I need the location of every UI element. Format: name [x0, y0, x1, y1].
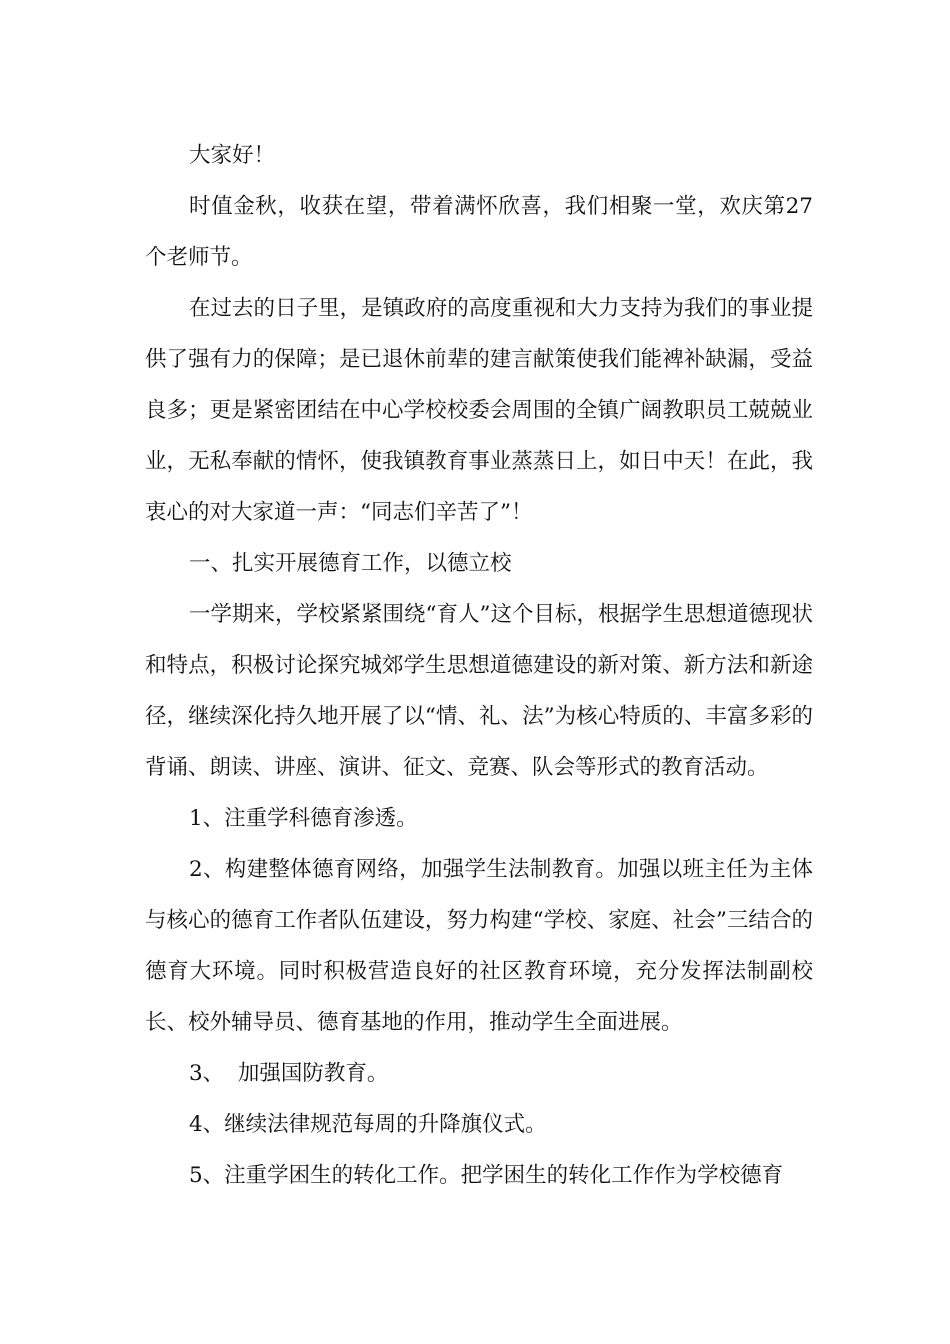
section-heading: 一、扎实开展德育工作，以德立校 [189, 551, 512, 576]
list-item-3: 3、 加强国防教育。 [189, 1061, 389, 1086]
document-body [145, 130, 820, 1201]
list-item-1: 1、注重学科德育渗透。 [189, 806, 418, 831]
opening-paragraph: 时值金秋，收获在望，带着满怀欣喜，我们相聚一堂，欢庆第27 个老师节。 [145, 194, 820, 270]
list-item-2: 2、构建整体德育网络，加强学生法制教育。加强以班主任为主体与核心的德育工作者队伍建设，努力构建“学校、家庭、社会”三结合的德育大环境。同时积极营造良好的社区教育环境，充分发挥法制副校长、校外辅导员、德育基地的作用，推动学生全面进展。 [145, 857, 813, 1035]
list-item-4: 4、继续法律规范每周的升降旗仪式。 [189, 1112, 547, 1137]
greeting-paragraph: 大家好！ [189, 143, 276, 168]
gratitude-paragraph: 在过去的日子里，是镇政府的高度重视和大力支持为我们的事业提供了强有力的保障；是已退休前辈的建言献策使我们能裨补缺漏，受益良多；更是紧密团结在中心学校校委会周围的全镇广阔教职员工兢兢业业，无私奉献的情怀，使我镇教育事业蒸蒸日上，如日中天！在此，我衷心的对大家道一声：“同志们辛苦了”！ [145, 296, 813, 525]
moral-education-paragraph: 一学期来，学校紧紧围绕“育人”这个目标，根据学生思想道德现状和特点，积极讨论探究城郊学生思想道德建设的新对策、新方法和新途径，继续深化持久地开展了以“情、礼、法”为核心特质的、丰富多彩的背诵、朗读、讲座、演讲、征文、竞赛、队会等形式的教育活动。 [145, 602, 813, 780]
list-item-5: 5、注重学困生的转化工作。把学困生的转化工作作为学校德育 [189, 1163, 784, 1188]
